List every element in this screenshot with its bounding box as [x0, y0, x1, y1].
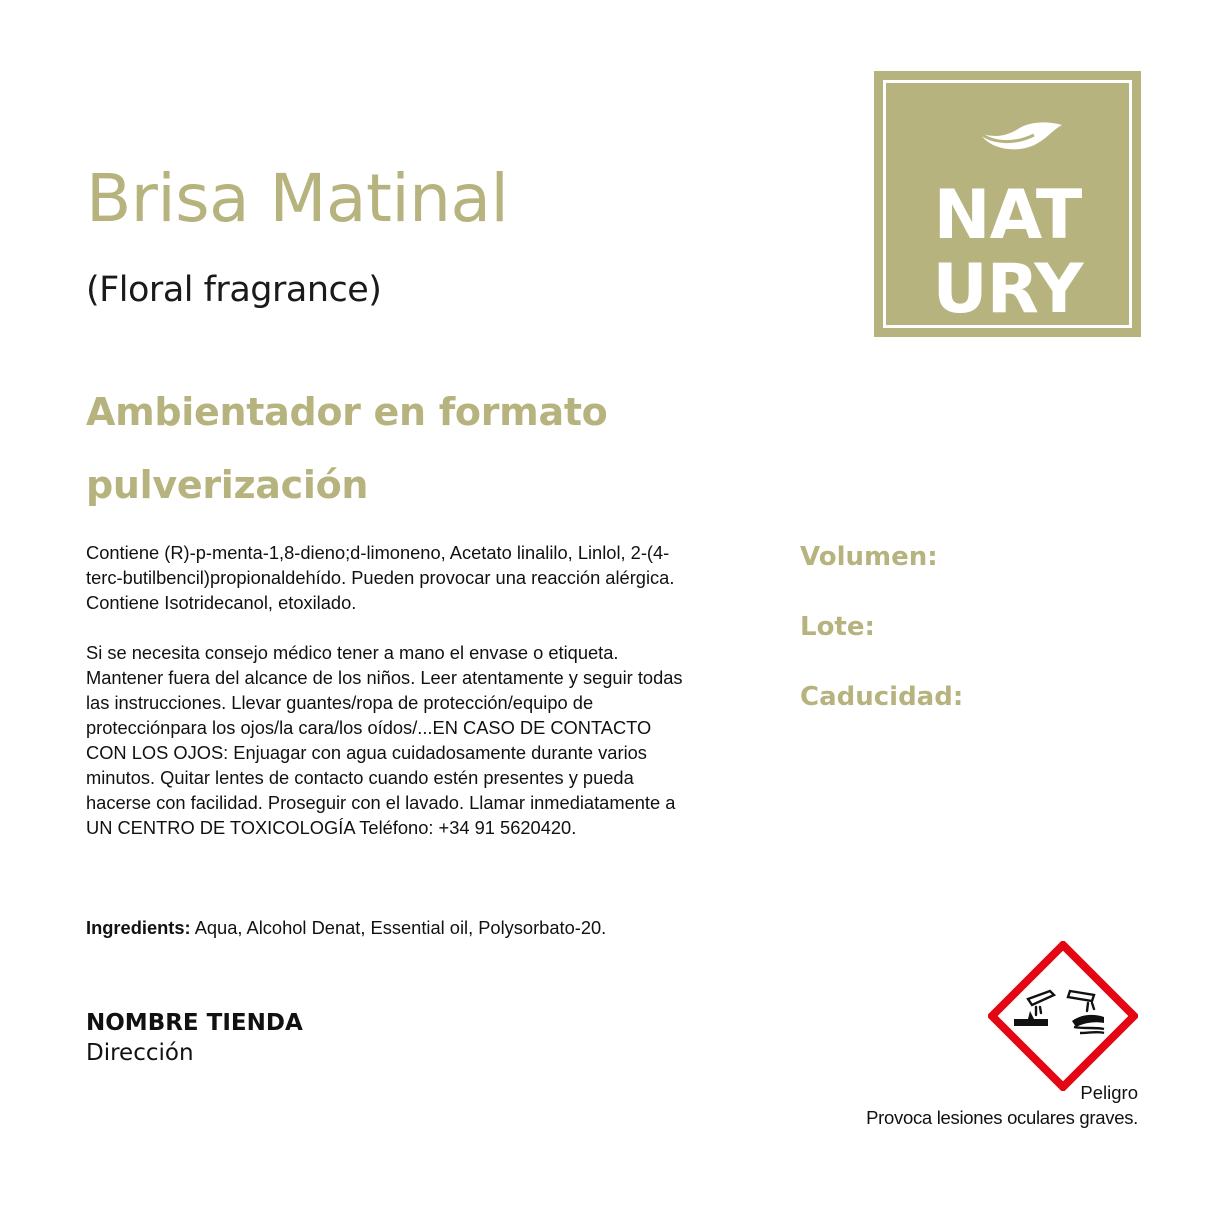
- composition-paragraph: Contiene (R)-p-menta-1,8-dieno;d-limoneno, Acetato linalilo, Linlol, 2-(4-terc-butilbencil)propionaldehído. Pueden provocar una reacción alérgica. Contiene Isotridecanol, etoxilado.: [86, 542, 675, 613]
- product-heading-line1: Ambientador en formato: [86, 390, 608, 434]
- ingredients-value: Aqua, Alcohol Denat, Essential oil, Polysorbato-20.: [190, 917, 607, 938]
- product-title: Brisa Matinal: [86, 160, 509, 237]
- ingredients-label: Ingredients:: [86, 917, 191, 938]
- hazard-statement: Provoca lesiones oculares graves.: [866, 1107, 1138, 1128]
- expiry-label: Caducidad:: [800, 682, 964, 712]
- logo-text-line2: URY: [932, 250, 1083, 329]
- ingredients-line: [86, 915, 696, 940]
- logo-text-line1: NAT: [933, 176, 1082, 255]
- product-subtitle: (Floral fragrance): [86, 270, 382, 310]
- product-heading-line2: pulverización: [86, 463, 369, 507]
- signal-word: Peligro: [1080, 1082, 1138, 1103]
- corrosion-pictogram-icon: [988, 941, 1138, 1091]
- logo-frame: [883, 80, 1132, 328]
- lot-label: Lote:: [800, 612, 875, 642]
- safety-paragraph: Si se necesita consejo médico tener a mano el envase o etiqueta. Mantener fuera del alcance de los niños. Leer atentamente y seguir todas las instrucciones. Llevar guantes/ropa de protección/equipo de protecciónpara los ojos/la cara/los oídos/...EN CASO DE CONTACTO CON LOS OJOS: Enjuagar con agua cuidadosamente durante varios minutos. Quitar lentes de contacto cuando estén presentes y pueda hacerse con facilidad. Proseguir con el lavado. Llamar inmediatamente a UN CENTRO DE TOXICOLOGÍA Teléfono: +34 91 5620420.: [86, 642, 683, 838]
- volume-label: Volumen:: [800, 542, 938, 572]
- leaf-icon: [978, 121, 1063, 157]
- store-name: NOMBRE TIENDA: [86, 1010, 303, 1036]
- store-address: Dirección: [86, 1040, 194, 1066]
- brand-logo: [874, 71, 1141, 337]
